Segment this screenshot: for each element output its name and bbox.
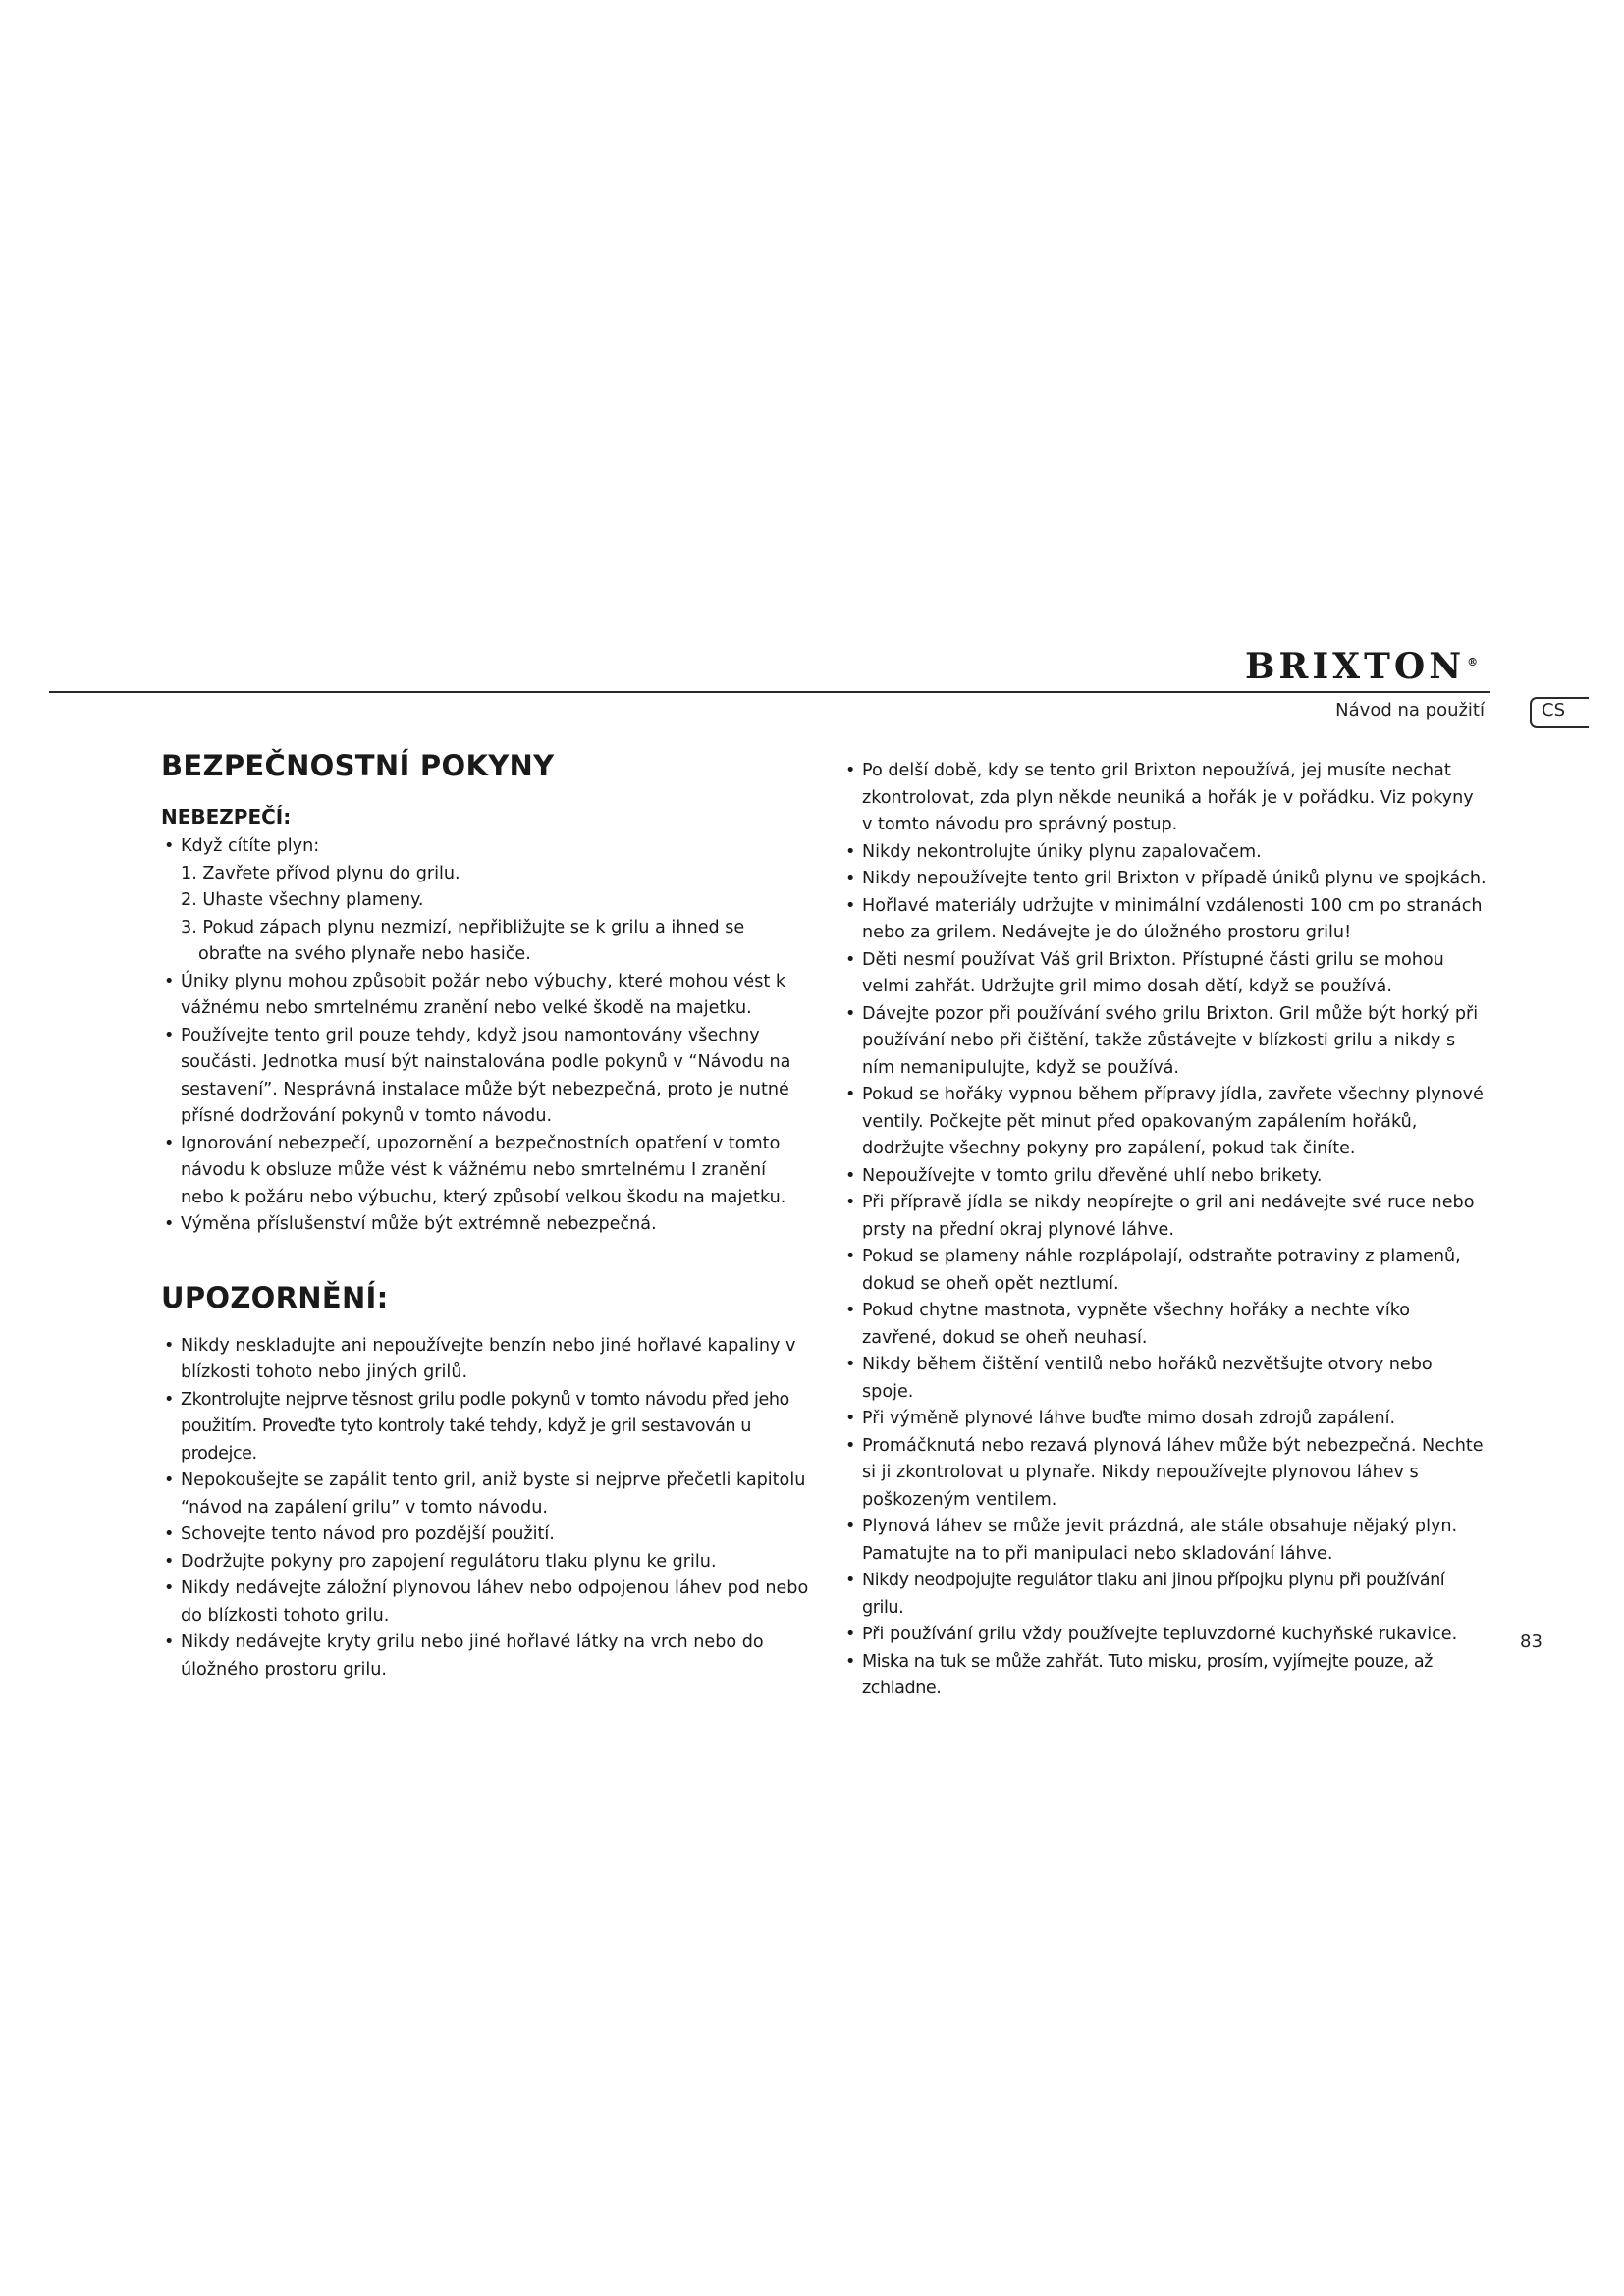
list-item: • Při přípravě jídla se nikdy neopírejte o gril ani nedávejte své ruce nebo prsty na přední okraj plynové láhve. [842, 1190, 1489, 1244]
list-item: • Miska na tuk se může zahřát. Tuto misku, prosím, vyjímejte pouze, až zchladne. [842, 1649, 1489, 1703]
list-item: • Schovejte tento návod pro pozdější použití. [161, 1522, 809, 1549]
list-item: • Nikdy neodpojujte regulátor tlaku ani jinou přípojku plynu při používání grilu. [842, 1568, 1489, 1622]
list-item: • Promáčknutá nebo rezavá plynová láhev může být nebezpečná. Nechte si ji zkontrolovat u plynaře. Nikdy nepoužívejte plynovou láhev s poškozeným ventilem. [842, 1433, 1489, 1515]
document-subtitle: Návod na použití [1335, 700, 1485, 721]
list-item: • Ignorování nebezpečí, upozornění a bezpečnostních opatření v tomto návodu k obsluze může vést k vážnému nebo smrtelnému I zranění nebo k požáru nebo výbuchu, který způsobí velkou škodu na majetku. [161, 1131, 809, 1212]
right-list [842, 758, 1489, 1703]
list-item: • Výměna příslušenství může být extrémně nebezpečná. [161, 1211, 809, 1239]
registered-mark: ® [1467, 656, 1479, 668]
list-item: • Při výměně plynové láhve buďte mimo dosah zdrojů zapálení. [842, 1406, 1489, 1433]
right-column [842, 758, 1489, 1703]
list-item: • Pokud chytne mastnota, vypněte všechny hořáky a nechte víko zavřené, dokud se oheň neuhasí. [842, 1298, 1489, 1352]
safety-title: BEZPEČNOSTNÍ POKYNY [161, 749, 555, 782]
list-item: • Pokud se plameny náhle rozplápolají, odstraňte potraviny z plamenů, dokud se oheň opět neztlumí. [842, 1244, 1489, 1298]
language-label: CS [1542, 700, 1565, 721]
list-item: • Nikdy neskladujte ani nepoužívejte benzín nebo jiné hořlavé kapaliny v blízkosti tohoto nebo jiných grilů. [161, 1333, 809, 1387]
list-item: • Děti nesmí používat Váš gril Brixton. Přístupné části grilu se mohou velmi zahřát. Udržujte gril mimo dosah dětí, když se používá. [842, 947, 1489, 1001]
list-item: • Nikdy nepoužívejte tento gril Brixton v případě úniků plynu ve spojkách. [842, 866, 1489, 893]
list-item: • Pokud se hořáky vypnou během přípravy jídla, zavřete všechny plynové ventily. Počkejte pět minut před opakovaným zapálením hořáků, dodržujte všechny pokyny pro zapálení, pokud tak činíte. [842, 1082, 1489, 1163]
list-item: • Po delší době, kdy se tento gril Brixton nepoužívá, jej musíte nechat zkontrolovat, zda plyn někde neuniká a hořák je v pořádku. Viz pokyny v tomto návodu pro správný postup. [842, 758, 1489, 839]
list-item: • Nikdy během čištění ventilů nebo hořáků nezvětšujte otvory nebo spoje. [842, 1352, 1489, 1406]
list-item: • Hořlavé materiály udržujte v minimální vzdálenosti 100 cm po stranách nebo za grilem. Nedávejte je do úložného prostoru grilu! [842, 893, 1489, 947]
warning-title: UPOZORNĚNÍ: [161, 1280, 389, 1314]
list-item: • Plynová láhev se může jevit prázdná, ale stále obsahuje nějaký plyn. Pamatujte na to při manipulaci nebo skladování láhve. [842, 1514, 1489, 1568]
danger-items [161, 969, 809, 1239]
list-item: • Zkontrolujte nejprve těsnost grilu podle pokynů v tomto návodu před jeho použitím. Proveďte tyto kontroly také tehdy, když je gril sestavován u prodejce. [161, 1387, 809, 1468]
danger-list [161, 833, 809, 861]
gas-steps [181, 861, 809, 969]
list-item: • Nikdy nedávejte kryty grilu nebo jiné hořlavé látky na vrch nebo do úložného prostoru grilu. [161, 1629, 809, 1683]
list-item: • Nepoužívejte v tomto grilu dřevěné uhlí nebo brikety. [842, 1163, 1489, 1191]
step-item: 2. Uhaste všechny plameny. [181, 890, 424, 910]
list-item: • Při používání grilu vždy používejte tepluvzdorné kuchyňské rukavice. [842, 1622, 1489, 1649]
list-item: • Když cítíte plyn: [161, 833, 809, 861]
list-item: • Nikdy nekontrolujte úniky plynu zapalovačem. [842, 839, 1489, 867]
list-item: • Nikdy nedávejte záložní plynovou láhev nebo odpojenou láhev pod nebo do blízkosti tohoto grilu. [161, 1575, 809, 1629]
list-item: • Úniky plynu mohou způsobit požár nebo výbuchy, které mohou vést k vážnému nebo smrtelnému zranění nebo velké škodě na majetku. [161, 969, 809, 1023]
list-item: • Nepokoušejte se zapálit tento gril, aniž byste si nejprve přečetli kapitolu “návod na zapálení grilu” v tomto návodu. [161, 1468, 809, 1522]
brand-logo [1245, 646, 1478, 687]
left-column [161, 746, 809, 1683]
warning-list [161, 1333, 809, 1684]
step-item: 3. Pokud zápach plynu nezmizí, nepřibližujte se k grilu a ihned se obraťte na svého plynaře nebo hasiče. [181, 917, 745, 964]
header-rule [49, 691, 1490, 693]
page-number: 83 [1520, 1631, 1543, 1652]
danger-heading: NEBEZPEČÍ: [161, 805, 292, 828]
list-item: • Dodržujte pokyny pro zapojení regulátoru tlaku plynu ke grilu. [161, 1549, 809, 1576]
brand-name: BRIXTON [1245, 646, 1466, 687]
list-item: • Používejte tento gril pouze tehdy, když jsou namontovány všechny součásti. Jednotka musí být nainstalována podle pokynů v “Návodu na sestavení”. Nesprávná instalace může být nebezpečná, proto je nutné přísné dodržování pokynů v tomto návodu. [161, 1023, 809, 1131]
step-item: 1. Zavřete přívod plynu do grilu. [181, 863, 460, 883]
list-item: • Dávejte pozor při používání svého grilu Brixton. Gril může být horký při používání nebo při čištění, takže zůstávejte v blízkosti grilu a nikdy s ním nemanipulujte, když se používá. [842, 1001, 1489, 1083]
